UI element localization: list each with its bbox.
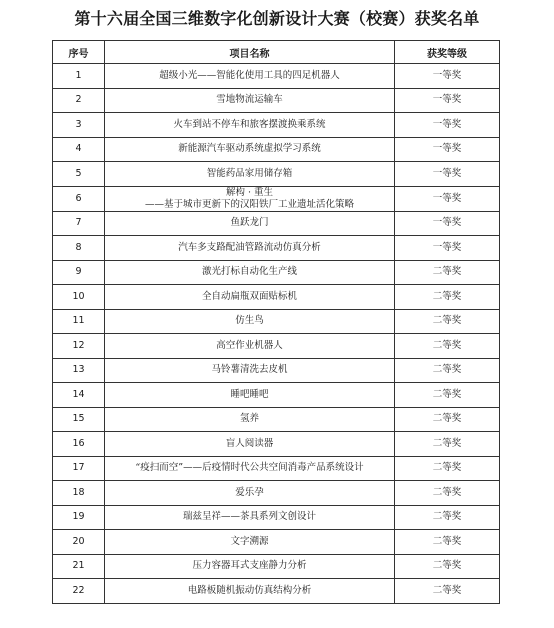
row-project: 文字溯源 xyxy=(105,530,395,555)
row-level: 二等奖 xyxy=(395,456,500,481)
row-number: 5 xyxy=(53,162,105,187)
row-project: 新能源汽车驱动系统虚拟学习系统 xyxy=(105,137,395,162)
row-project: 全自动扁瓶双面贴标机 xyxy=(105,285,395,310)
row-level: 二等奖 xyxy=(395,432,500,457)
row-level: 一等奖 xyxy=(395,113,500,138)
table-row xyxy=(53,358,500,383)
table-row xyxy=(53,64,500,89)
row-level: 二等奖 xyxy=(395,358,500,383)
row-level: 二等奖 xyxy=(395,285,500,310)
row-level: 二等奖 xyxy=(395,530,500,555)
row-number: 6 xyxy=(53,186,105,211)
row-level: 二等奖 xyxy=(395,309,500,334)
row-number: 1 xyxy=(53,64,105,89)
row-level: 二等奖 xyxy=(395,407,500,432)
table-row xyxy=(53,579,500,604)
row-number: 4 xyxy=(53,137,105,162)
table-row xyxy=(53,383,500,408)
table-row xyxy=(53,456,500,481)
row-number: 11 xyxy=(53,309,105,334)
row-number: 9 xyxy=(53,260,105,285)
row-project-line1: 解构 · 重生 xyxy=(225,186,274,198)
row-number: 3 xyxy=(53,113,105,138)
row-number: 12 xyxy=(53,334,105,359)
row-project: 仿生鸟 xyxy=(105,309,395,334)
row-project: 马铃薯清洗去皮机 xyxy=(105,358,395,383)
table-row xyxy=(53,432,500,457)
row-level: 二等奖 xyxy=(395,579,500,604)
row-number: 13 xyxy=(53,358,105,383)
header-project: 项目名称 xyxy=(105,41,395,64)
row-project-two-line xyxy=(105,186,395,211)
row-number: 8 xyxy=(53,236,105,261)
row-level: 一等奖 xyxy=(395,186,500,211)
row-project: 鱼跃龙门 xyxy=(105,211,395,236)
table-body xyxy=(53,64,500,604)
row-level: 一等奖 xyxy=(395,162,500,187)
row-project: 睡吧睡吧 xyxy=(105,383,395,408)
table-row xyxy=(53,186,500,211)
row-number: 10 xyxy=(53,285,105,310)
table-row xyxy=(53,137,500,162)
page-title: 第十六届全国三维数字化创新设计大赛（校赛）获奖名单 xyxy=(74,9,480,28)
table-row xyxy=(53,407,500,432)
row-project: 高空作业机器人 xyxy=(105,334,395,359)
row-project: 氢养 xyxy=(105,407,395,432)
table-row xyxy=(53,285,500,310)
row-number: 21 xyxy=(53,554,105,579)
row-project: 激光打标自动化生产线 xyxy=(105,260,395,285)
table-row xyxy=(53,236,500,261)
row-level: 二等奖 xyxy=(395,383,500,408)
table-row xyxy=(53,260,500,285)
row-project: “疫扫而空”——后疫情时代公共空间消毒产品系统设计 xyxy=(105,456,395,481)
row-project: 雪地物流运输车 xyxy=(105,88,395,113)
row-project: 智能药品家用储存箱 xyxy=(105,162,395,187)
table-row xyxy=(53,334,500,359)
row-number: 14 xyxy=(53,383,105,408)
row-project-line2: ——基于城市更新下的汉阳铁厂工业遗址活化策略 xyxy=(144,198,354,210)
table-row xyxy=(53,530,500,555)
row-level: 一等奖 xyxy=(395,236,500,261)
row-project: 电路板随机振动仿真结构分析 xyxy=(105,579,395,604)
table-row xyxy=(53,505,500,530)
row-level: 二等奖 xyxy=(395,554,500,579)
table-header-row xyxy=(53,41,500,64)
table-row xyxy=(53,88,500,113)
header-level: 获奖等级 xyxy=(395,41,500,64)
table-row xyxy=(53,481,500,506)
row-number: 20 xyxy=(53,530,105,555)
row-level: 一等奖 xyxy=(395,64,500,89)
table-row xyxy=(53,113,500,138)
row-level: 二等奖 xyxy=(395,505,500,530)
row-level: 二等奖 xyxy=(395,481,500,506)
row-number: 19 xyxy=(53,505,105,530)
row-number: 2 xyxy=(53,88,105,113)
row-project: 爱乐孕 xyxy=(105,481,395,506)
row-number: 15 xyxy=(53,407,105,432)
row-number: 18 xyxy=(53,481,105,506)
row-number: 16 xyxy=(53,432,105,457)
row-project: 盲人阅读器 xyxy=(105,432,395,457)
row-project: 火车到站不停车和旅客摆渡换乘系统 xyxy=(105,113,395,138)
table-row xyxy=(53,211,500,236)
row-project: 汽车多支路配油管路流动仿真分析 xyxy=(105,236,395,261)
table-row xyxy=(53,309,500,334)
row-project: 瑞兹呈祥——茶具系列文创设计 xyxy=(105,505,395,530)
row-number: 17 xyxy=(53,456,105,481)
row-level: 一等奖 xyxy=(395,211,500,236)
row-project: 超级小光——智能化使用工具的四足机器人 xyxy=(105,64,395,89)
award-table xyxy=(52,40,500,604)
header-number: 序号 xyxy=(53,41,105,64)
row-project: 压力容器耳式支座静力分析 xyxy=(105,554,395,579)
table-row xyxy=(53,162,500,187)
row-level: 一等奖 xyxy=(395,137,500,162)
row-number: 7 xyxy=(53,211,105,236)
row-level: 一等奖 xyxy=(395,88,500,113)
table-row xyxy=(53,554,500,579)
row-level: 二等奖 xyxy=(395,334,500,359)
row-level: 二等奖 xyxy=(395,260,500,285)
row-number: 22 xyxy=(53,579,105,604)
